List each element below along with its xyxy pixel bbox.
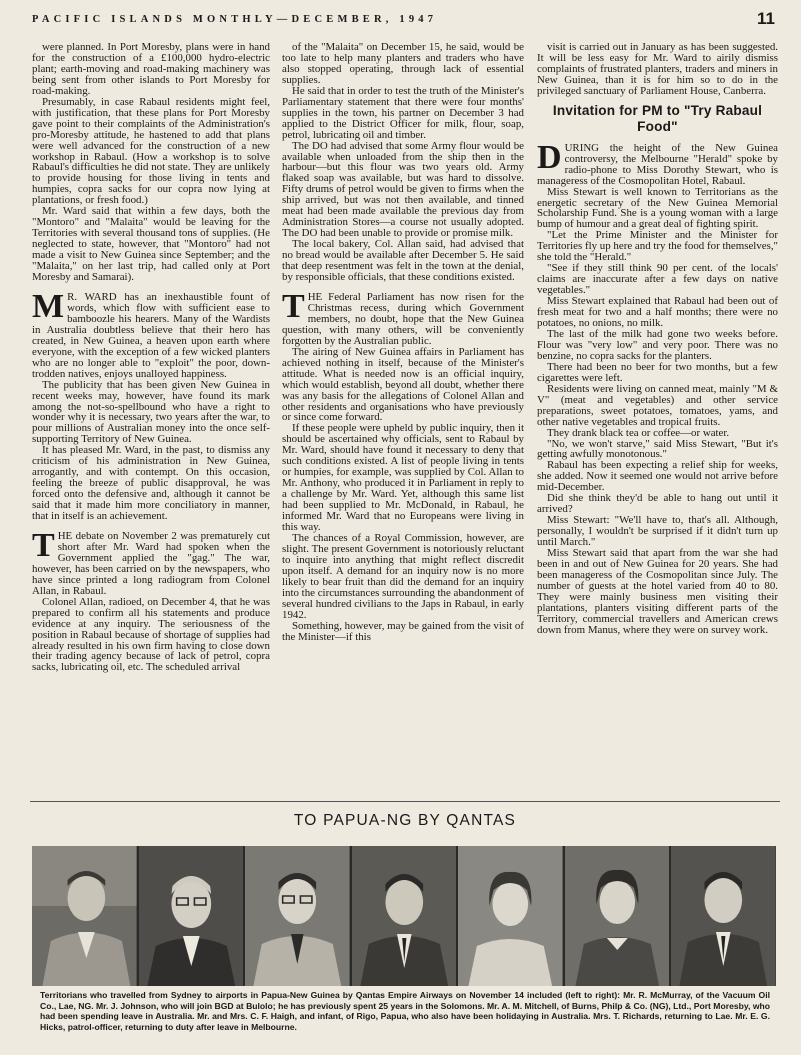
paragraph: It has pleased Mr. Ward, in the past, to dismiss any criticism of his administration in New Guinea, arrogantly, and with contempt. On this occasion, feeling the breeze of public disapproval, he was forced onto the defensive and, although it cannot be said that it made him more conciliatory in manner, that in itself is an achievement.	[32, 444, 270, 523]
portrait-image	[458, 846, 563, 986]
portrait-image	[139, 846, 244, 986]
paragraph: "No, we won't starve," said Miss Stewart, "But it's getting awfully monotonous."	[537, 437, 778, 461]
paragraph: Miss Stewart is well known to Territorians as the energetic secretary of the New Guinea Memorial Scholarship Fund. She is a young woman with a large bump of humour and a great deal of fighting spirit.	[537, 185, 778, 231]
portrait-image	[352, 846, 457, 986]
portrait-photo	[671, 846, 776, 986]
paragraph: Residents were living on canned meat, mainly "M & V" (meat and vegetables) and other service preparations, sweet potatoes, tomatoes, yams, and other native vegetables and tropical fruits.	[537, 382, 778, 428]
section-divider	[30, 801, 780, 802]
portrait-image	[565, 846, 670, 986]
paragraph: The airing of New Guinea affairs in Parliament has achieved nothing in itself, because of the Minister's attitude. What is needed now is an official inquiry, which would establish, beyond all doubt, whether there was any basis for the allegations of Colonel Allan and other residents and organisations who have previously or since come forward.	[282, 345, 524, 424]
portrait-image	[245, 846, 350, 986]
paragraph: He said that in order to test the truth of the Minister's Parliamentary statement that there were four months' supplies in the town, his partner on December 3 had applied to the District Officer for milk, flour, soap, petrol, lubricating oil and timber.	[282, 84, 524, 141]
paragraph: Rabaul has been expecting a relief ship for weeks, she added. Now it seemed one would not arrive before mid-December.	[537, 459, 778, 494]
paragraph: "Let the Prime Minister and the Minister for Territories fly up here and try the food for themselves," she told the "Herald."	[537, 229, 778, 264]
paragraph: The chances of a Royal Commission, however, are slight. The present Government is notoriously reluctant to inquire into anything that might reflect discredit upon itself. A demand for an inquiry now is no more likely to bear fruit than did the demand for an inquiry into the circumstances surrounding the abandonment of several hundred civilians to the Japs in Rabaul, in early 1942.	[282, 531, 524, 621]
paragraph: They drank black tea or coffee—or water.	[547, 426, 730, 439]
paragraph: Miss Stewart explained that Rabaul had been out of fresh meat for two and a half months; there were no potatoes, no onions, no milk.	[537, 295, 778, 330]
paragraph: There had been no beer for two months, but a few cigarettes were left.	[537, 360, 778, 384]
portrait-photo	[32, 846, 137, 986]
portrait-photo	[352, 846, 457, 986]
portrait-photo	[245, 846, 350, 986]
portrait-image	[32, 846, 137, 986]
portrait-photo	[139, 846, 244, 986]
portrait-photo	[565, 846, 670, 986]
article-column-1	[32, 42, 270, 792]
masthead: PACIFIC ISLANDS MONTHLY—DECEMBER, 1947	[32, 14, 438, 25]
paragraph: were planned. In Port Moresby, plans were in hand for the construction of a £100,000 hydro-electric plant; earth-moving and road-making machinery was being sent from other islands to Port Moresby for road-making.	[32, 42, 270, 97]
drop-cap: D	[537, 138, 562, 176]
feature-heading: TO PAPUA-NG BY QANTAS	[293, 812, 517, 829]
paragraph: If these people were upheld by public inquiry, then it should be ascertained why officials, sent to Rabaul by Mr. Ward, should have found it necessary to deny that such conditions existed. A list of people living in tents or humpies, for example, was supplied by Col. Allan to Mr. Anthony, who produced it in Parliament in reply to a challenge by Mr. Ward. Yet, although this same list had been supplied to Mr. McDonald, in Rabaul, he informed Mr. Ward that no Europeans were living in this way.	[282, 422, 524, 533]
drop-cap: T	[282, 287, 305, 325]
photo-caption: Territorians who travelled from Sydney to airports in Papua-New Guinea by Qantas Empire Airways on November 14 included (left to right): Mr. R. McMurray, of the Vacuum Oil Co., Lae, NG. Mr. J. Johnson, who will join BGD at Bulolo; he has previously spent 25 years in the Solomons. Mr. A. M. Mitchell, of Burns, Philp & Co. (NG), Ltd., Port Moresby, who had been spending leave in Australia. Mr. and Mrs. C. F. Haigh, and infant, of Rigo, Papua, who also have been holidaying in Australia. Mrs. T. Richards, returning to Lae. Mr. E. G. Hicks, patrol-officer, returning to duty after leave in Melbourne.	[40, 990, 770, 1032]
paragraph: The last of the milk had gone two weeks before. Flour was "very low" and very poor. There was no benzine, no copra sacks for the planters.	[537, 327, 778, 362]
paragraph: Did she think they'd be able to hang out until it arrived?	[537, 492, 778, 516]
paragraph-dropcap	[282, 287, 524, 347]
paragraph: Colonel Allan, radioed, on December 4, that he was prepared to confirm all his statements and produce evidence at any inquiry. The seriousness of the position in Rabaul because of shortage of supplies had already resulted in his own firm having to close down their trading agency because of lack of petrol, copra sacks, lubricating oil, etc. The scheduled arrival	[32, 595, 270, 674]
paragraph: Something, however, may be gained from the visit of the Minister—if this	[282, 619, 524, 643]
paragraph: "See if they still think 90 per cent. of the locals' claims are inaccurate after a few days on native vegetables."	[537, 262, 778, 297]
page-number: 11	[757, 9, 775, 28]
paragraph: The local bakery, Col. Allan said, had advised that no bread would be available after December 5. He said that deep resentment was felt in the town at the denial, by responsible officials, that these conditions existed.	[282, 238, 524, 284]
paragraph-dropcap	[537, 138, 778, 187]
paragraph: Miss Stewart said that apart from the war she had been in and out of New Guinea for 20 years. She had been manageress of the Cosmopolitan since July. The number of guests at the hotel varied from 40 to 80. They were mainly business men visiting their plantations, planters visiting different parts of the Territory, commercial travellers and American crews down from Manus, where they were on survey work.	[537, 547, 778, 636]
drop-cap: M	[32, 287, 65, 325]
paragraph: of the "Malaita" on December 15, he said, would be too late to help many planters and traders who have also stopped operating, through lack of essential supplies.	[282, 42, 524, 86]
paragraph-text: HE debate on November 2 was prematurely cut short after Mr. Ward had spoken when the Government applied the "gag." The war, however, has been carried on by the newspapers, who have since printed a long radiogram from Colonel Allan, in Rabaul.	[32, 529, 270, 597]
paragraph-text: URING the height of the New Guinea controversy, the Melbourne "Herald" spoke by radio-phone to Miss Dorothy Stewart, who is manageress of the Cosmopolitan Hotel, Rabaul.	[537, 141, 778, 187]
paragraph: Miss Stewart: "We'll have to, that's all. Although, personally, I wouldn't be surprised if it didn't turn up until March."	[537, 514, 778, 549]
paragraph-text: HE Federal Parliament has now risen for the Christmas recess, during which Government members, no doubt, hope that the New Guinea question, with many others, will be conveniently forgotten by the Australian public.	[282, 290, 524, 347]
drop-cap: T	[32, 526, 55, 564]
paragraph: The DO had advised that some Army flour would be available when unloaded from the ship then in the harbour—but this flour was two years old. Army flaked soap was available, but was hard to dissolve. Fifty drums of petrol would be given to firms when the ship arrived, but was not then available, and tinned meat had been made available the previous day from Administration Stores—a course not usually adopted. The DO had been unable to provide or promise milk.	[282, 139, 524, 240]
photo-strip	[32, 846, 776, 986]
paragraph: The publicity that has been given New Guinea in recent weeks may, however, have found its mark among the not-so-spellbound who have a right to wonder why it is necessary, two years after the war, to pour millions of Australian money into the once self-supporting Territory of New Guinea.	[32, 378, 270, 446]
paragraph: visit is carried out in January as has been suggested. It will be less easy for Mr. Ward to airily dismiss complaints of frustrated planters, traders and miners in New Guinea, than it is for him so to do in the privileged sanctuary of Parliament House, Canberra.	[537, 42, 778, 97]
paragraph-dropcap	[32, 526, 270, 597]
article-column-2	[282, 42, 524, 792]
paragraph-text: R. WARD has an inexhaustible fount of words, which flow with sufficient ease to bamboozle his hearers. Many of the Wardists in Australia doubtless believe that their hero has created, in New Guinea, a heaven upon earth where everyone, with the exception of a few wicked planters who are no longer able to "exploit" the poor, down-trodden natives, enjoys unalloyed happiness.	[32, 290, 270, 380]
portrait-photo	[458, 846, 563, 986]
paragraph-dropcap	[32, 287, 270, 380]
portrait-image	[671, 846, 776, 986]
paragraph: Presumably, in case Rabaul residents might feel, with justification, that these plans for Port Moresby gave point to their complaints of the Administration's pro-Moresby attitude, he hastened to add that plans were well advanced for the construction of a new workshop in Rabaul. (How a workshop is to solve Rabaul's difficulties he did not state. They are unlikely to provide housing for those living in tents and humpies, copra sacks for our copra now lying at plantations, or fresh food.)	[32, 95, 270, 207]
article-column-3	[537, 42, 778, 792]
section-headline: Invitation for PM to "Try Rabaul Food"	[552, 102, 763, 134]
paragraph: Mr. Ward said that within a few days, both the "Montoro" and "Malaita" would be leaving for the Territories with several thousand tons of supplies. (He neglected to state, however, that "Montoro" had not made a visit to New Guinea since September; and the "Malaita," on her last trip, had called only at Port Moresby and Samarai).	[32, 205, 270, 284]
